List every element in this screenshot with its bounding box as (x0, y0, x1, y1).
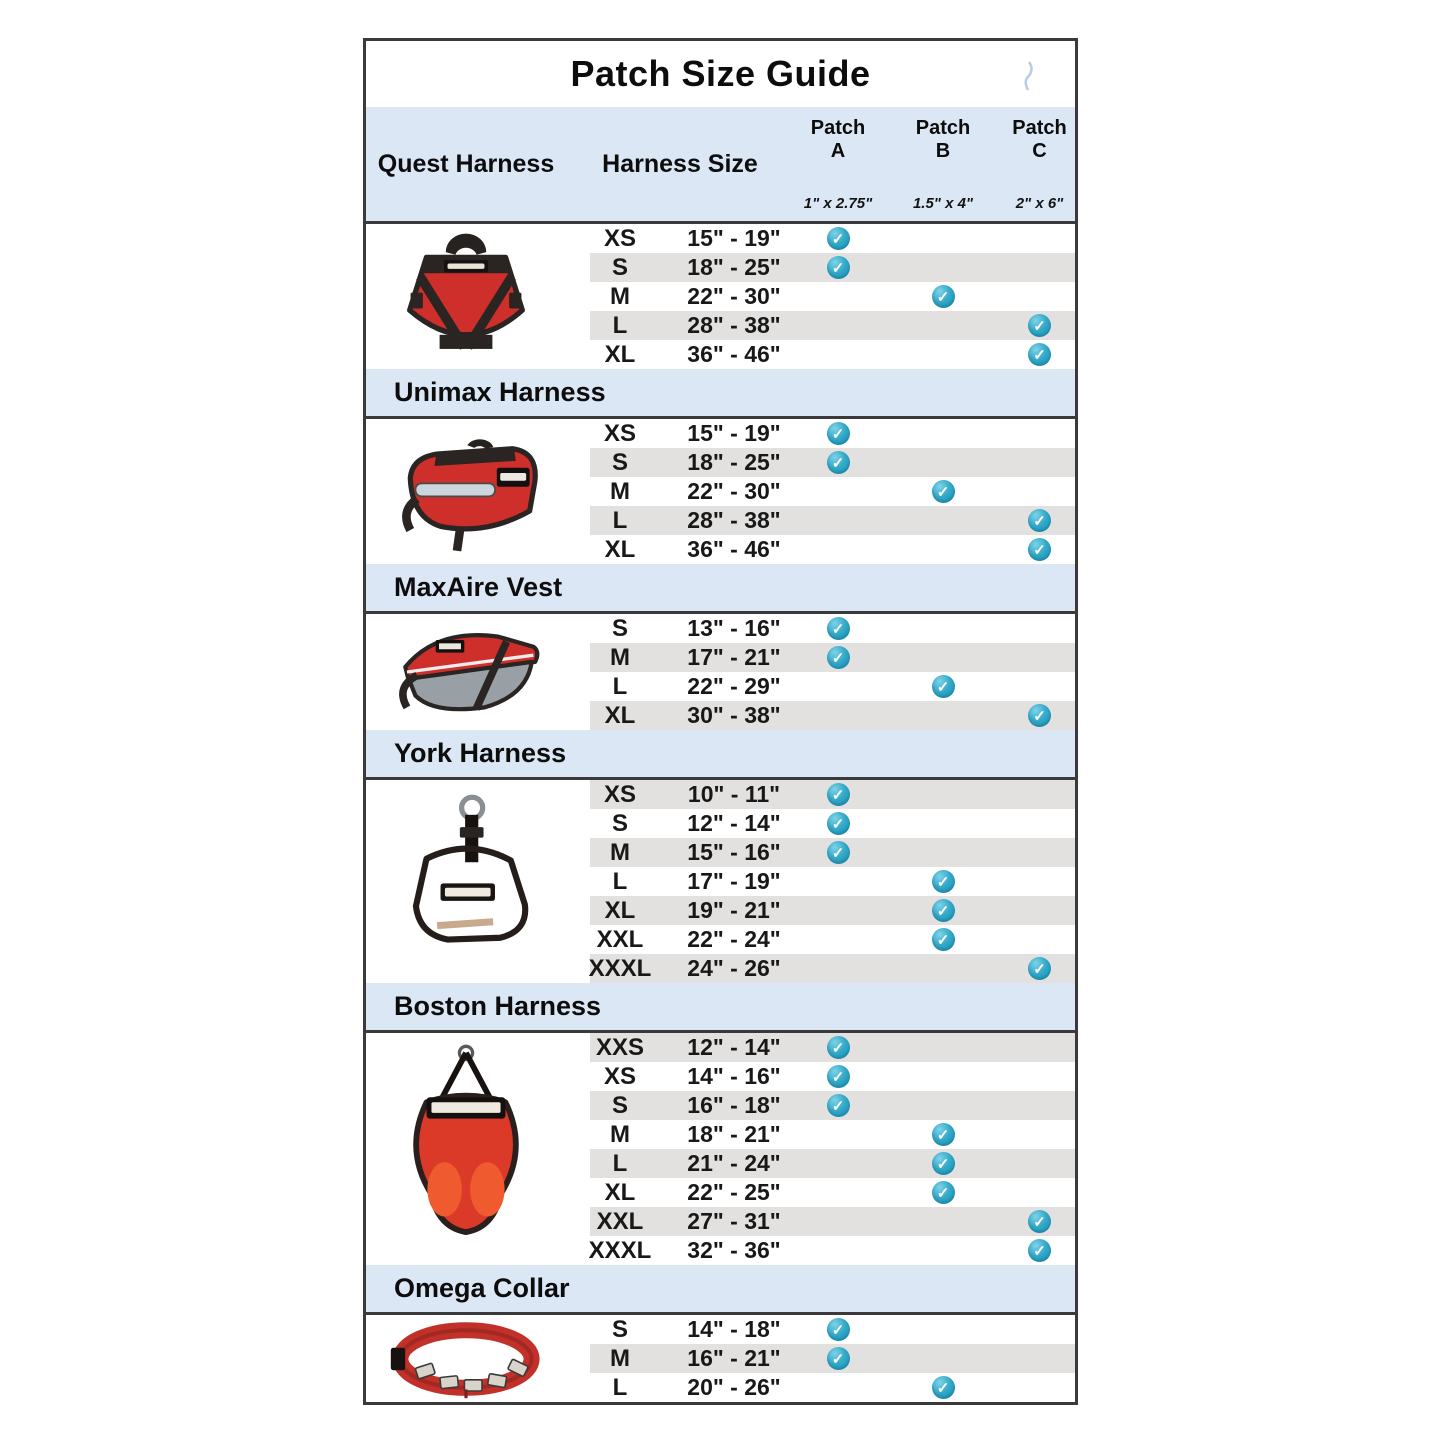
size-range: 14" - 18" (687, 1316, 781, 1342)
patch-c-dimensions: 2" x 6" (1015, 195, 1064, 212)
patch-a-cell (794, 643, 882, 672)
check-icon: ✓ (827, 812, 850, 835)
patch-a-cell (794, 311, 882, 340)
patch-a-cell (794, 253, 882, 282)
size-label: M (610, 838, 630, 866)
size-label: XXL (596, 925, 644, 953)
patch-c-letter: C (1032, 140, 1047, 162)
check-icon: ✓ (932, 285, 955, 308)
size-range: 17" - 19" (687, 868, 781, 894)
patch-b-cell (882, 1207, 1004, 1236)
size-range: 16" - 18" (687, 1092, 781, 1118)
size-label: M (610, 282, 630, 310)
section-title-york-harness (366, 730, 1075, 780)
column-header-row (366, 107, 1075, 224)
patch-a-cell (794, 867, 882, 896)
size-range: 18" - 25" (687, 254, 781, 280)
section-unimax-harness (366, 419, 1075, 564)
patch-b-cell (882, 448, 1004, 477)
patch-a-cell (794, 340, 882, 369)
patch-b-cell (882, 253, 1004, 282)
size-label: XXXL (588, 954, 652, 982)
check-icon: ✓ (827, 422, 850, 445)
patch-c-cell (1004, 867, 1075, 896)
product-image-holder (366, 419, 566, 564)
patch-c-cell (1004, 1120, 1075, 1149)
check-icon: ✓ (932, 480, 955, 503)
patch-c-cell (1004, 1344, 1075, 1373)
size-label: S (611, 614, 628, 642)
check-icon: ✓ (932, 928, 955, 951)
patch-c-cell (1004, 1207, 1075, 1236)
size-label: M (610, 1344, 630, 1372)
patch-b-letter: B (935, 140, 951, 162)
section-title-label: Omega Collar (394, 1273, 570, 1303)
check-icon: ✓ (932, 1376, 955, 1399)
size-range: 15" - 19" (687, 420, 781, 446)
check-icon: ✓ (1028, 538, 1051, 561)
patch-a-cell (794, 477, 882, 506)
patch-c-cell (1004, 419, 1075, 448)
section-title-label: Boston Harness (394, 991, 602, 1021)
check-icon: ✓ (827, 841, 850, 864)
patch-a-cell (794, 780, 882, 809)
size-label: L (612, 672, 628, 700)
patch-a-cell (794, 954, 882, 983)
size-range: 14" - 16" (687, 1063, 781, 1089)
patch-b-cell (882, 1344, 1004, 1373)
patch-a-cell (794, 925, 882, 954)
check-icon: ✓ (827, 256, 850, 279)
check-icon: ✓ (827, 1036, 850, 1059)
size-label: XL (604, 1178, 636, 1206)
patch-c-cell (1004, 224, 1075, 253)
size-range: 10" - 11" (687, 781, 781, 807)
patch-b-cell (882, 867, 1004, 896)
patch-b-cell (882, 1120, 1004, 1149)
patch-a-name: Patch (810, 117, 866, 139)
size-label: XXL (596, 1207, 644, 1235)
check-icon: ✓ (1028, 704, 1051, 727)
check-icon: ✓ (827, 1065, 850, 1088)
check-icon: ✓ (1028, 1210, 1051, 1233)
unimax-harness-image (384, 428, 549, 556)
check-icon: ✓ (827, 646, 850, 669)
product-image-holder (366, 780, 566, 983)
size-label: M (610, 643, 630, 671)
patch-b-cell (882, 672, 1004, 701)
section-title-unimax-harness (366, 369, 1075, 419)
patch-b-cell (882, 614, 1004, 643)
patch-b-cell (882, 643, 1004, 672)
size-range: 17" - 21" (687, 644, 781, 670)
size-label: L (612, 1149, 628, 1177)
boston-harness-image (392, 1042, 540, 1257)
check-icon: ✓ (1028, 1239, 1051, 1262)
patch-c-cell (1004, 701, 1075, 730)
york-harness-image (391, 792, 541, 972)
size-label: S (611, 1091, 628, 1119)
patch-a-cell (794, 1091, 882, 1120)
patch-c-cell (1004, 282, 1075, 311)
size-label: XS (603, 1062, 636, 1090)
size-label: S (611, 1315, 628, 1343)
quest-harness-image (391, 231, 541, 363)
patch-a-cell (794, 896, 882, 925)
patch-size-guide-table (363, 38, 1078, 1405)
product-image-holder (366, 1315, 566, 1402)
product-image-holder (366, 224, 566, 369)
patch-a-cell (794, 614, 882, 643)
patch-b-cell (882, 1315, 1004, 1344)
size-range: 28" - 38" (687, 507, 781, 533)
size-range: 30" - 38" (687, 702, 781, 728)
size-range: 22" - 30" (687, 283, 781, 309)
patch-a-cell (794, 282, 882, 311)
size-label: XL (604, 701, 636, 729)
patch-b-cell (882, 224, 1004, 253)
patch-c-cell (1004, 506, 1075, 535)
patch-c-cell (1004, 925, 1075, 954)
table-sections (366, 224, 1075, 1402)
section-boston-harness (366, 1033, 1075, 1265)
title-row (366, 41, 1075, 107)
maxaire-vest-image (381, 613, 551, 731)
patch-a-cell (794, 224, 882, 253)
patch-b-cell (882, 1373, 1004, 1402)
patch-c-cell (1004, 838, 1075, 867)
size-label: XL (604, 535, 636, 563)
check-icon: ✓ (827, 1318, 850, 1341)
patch-b-cell (882, 419, 1004, 448)
patch-a-cell (794, 838, 882, 867)
patch-b-cell (882, 701, 1004, 730)
size-label: L (612, 311, 628, 339)
column-header-patch-b (882, 107, 1004, 221)
patch-b-cell (882, 1033, 1004, 1062)
size-label: S (611, 253, 628, 281)
size-label: XXXL (588, 1236, 652, 1264)
size-label: XS (603, 224, 636, 252)
patch-a-cell (794, 1178, 882, 1207)
size-label: L (612, 1373, 628, 1401)
patch-b-cell (882, 780, 1004, 809)
size-range: 16" - 21" (687, 1345, 781, 1371)
section-title-maxaire-vest (366, 564, 1075, 614)
patch-a-cell (794, 1344, 882, 1373)
patch-a-cell (794, 1207, 882, 1236)
size-label: XXS (595, 1033, 645, 1061)
check-icon: ✓ (827, 783, 850, 806)
size-label: XS (603, 419, 636, 447)
size-label: M (610, 1120, 630, 1148)
check-icon: ✓ (932, 675, 955, 698)
patch-c-cell (1004, 780, 1075, 809)
corner-smudge-mark (1019, 59, 1037, 93)
patch-a-letter: A (830, 140, 846, 162)
patch-c-cell (1004, 477, 1075, 506)
patch-b-cell (882, 1178, 1004, 1207)
size-range: 20" - 26" (687, 1374, 781, 1400)
product-image-holder (366, 614, 566, 730)
patch-b-cell (882, 925, 1004, 954)
section-title-label: MaxAire Vest (394, 572, 563, 602)
size-label: L (612, 867, 628, 895)
size-range: 18" - 25" (687, 449, 781, 475)
patch-b-cell (882, 896, 1004, 925)
patch-b-cell (882, 311, 1004, 340)
size-range: 22" - 30" (687, 478, 781, 504)
patch-a-cell (794, 1062, 882, 1091)
check-icon: ✓ (827, 1347, 850, 1370)
section-title-label: York Harness (394, 738, 567, 768)
size-range: 15" - 16" (687, 839, 781, 865)
check-icon: ✓ (1028, 957, 1051, 980)
patch-a-cell (794, 419, 882, 448)
patch-c-cell (1004, 340, 1075, 369)
size-label: S (611, 448, 628, 476)
column-header-patch-c (1004, 107, 1075, 221)
patch-a-cell (794, 1373, 882, 1402)
patch-c-cell (1004, 448, 1075, 477)
patch-c-cell (1004, 1315, 1075, 1344)
size-label: XS (603, 780, 636, 808)
size-range: 12" - 14" (687, 810, 781, 836)
patch-a-cell (794, 1149, 882, 1178)
size-label: S (611, 809, 628, 837)
patch-b-cell (882, 535, 1004, 564)
check-icon: ✓ (827, 227, 850, 250)
patch-b-cell (882, 1236, 1004, 1265)
check-icon: ✓ (827, 451, 850, 474)
patch-a-dimensions: 1" x 2.75" (803, 195, 873, 212)
patch-c-cell (1004, 896, 1075, 925)
check-icon: ✓ (932, 1181, 955, 1204)
patch-a-cell (794, 701, 882, 730)
patch-c-cell (1004, 1062, 1075, 1091)
patch-c-cell (1004, 1236, 1075, 1265)
patch-c-cell (1004, 672, 1075, 701)
section-title-label: Unimax Harness (394, 377, 606, 407)
patch-a-cell (794, 672, 882, 701)
patch-c-cell (1004, 1149, 1075, 1178)
check-icon: ✓ (932, 1123, 955, 1146)
check-icon: ✓ (827, 1094, 850, 1117)
check-icon: ✓ (827, 617, 850, 640)
check-icon: ✓ (1028, 509, 1051, 532)
patch-b-cell (882, 1149, 1004, 1178)
section-york-harness (366, 780, 1075, 983)
patch-c-name: Patch (1012, 117, 1067, 139)
patch-c-cell (1004, 253, 1075, 282)
size-label: XL (604, 340, 636, 368)
check-icon: ✓ (932, 1152, 955, 1175)
patch-b-dimensions: 1.5" x 4" (912, 195, 974, 212)
patch-a-cell (794, 1033, 882, 1062)
patch-c-cell (1004, 535, 1075, 564)
patch-b-cell (882, 1091, 1004, 1120)
size-range: 12" - 14" (687, 1034, 781, 1060)
column-header-patch-a (794, 107, 882, 221)
size-range: 32" - 36" (687, 1237, 781, 1263)
size-range: 27" - 31" (687, 1208, 781, 1234)
check-icon: ✓ (932, 870, 955, 893)
patch-a-cell (794, 448, 882, 477)
size-range: 22" - 25" (687, 1179, 781, 1205)
size-label: M (610, 477, 630, 505)
column-header-size: Harness Size (602, 149, 758, 178)
page-title: Patch Size Guide (570, 53, 871, 94)
patch-c-cell (1004, 809, 1075, 838)
size-range: 13" - 16" (687, 615, 781, 641)
patch-c-cell (1004, 311, 1075, 340)
size-range: 28" - 38" (687, 312, 781, 338)
patch-b-name: Patch (915, 117, 971, 139)
check-icon: ✓ (932, 899, 955, 922)
patch-c-cell (1004, 1178, 1075, 1207)
size-range: 24" - 26" (687, 955, 781, 981)
section-title-boston-harness (366, 983, 1075, 1033)
patch-b-cell (882, 1062, 1004, 1091)
patch-c-cell (1004, 1033, 1075, 1062)
patch-b-cell (882, 506, 1004, 535)
patch-b-cell (882, 282, 1004, 311)
size-range: 36" - 46" (687, 536, 781, 562)
check-icon: ✓ (1028, 314, 1051, 337)
size-range: 18" - 21" (687, 1121, 781, 1147)
omega-collar-image (386, 1319, 546, 1399)
size-range: 22" - 24" (687, 926, 781, 952)
size-range: 21" - 24" (687, 1150, 781, 1176)
patch-a-cell (794, 1236, 882, 1265)
patch-c-cell (1004, 1373, 1075, 1402)
patch-b-cell (882, 838, 1004, 867)
patch-a-cell (794, 535, 882, 564)
size-range: 36" - 46" (687, 341, 781, 367)
size-label: L (612, 506, 628, 534)
product-image-holder (366, 1033, 566, 1265)
patch-c-cell (1004, 614, 1075, 643)
patch-a-cell (794, 809, 882, 838)
patch-a-cell (794, 506, 882, 535)
column-header-product: Quest Harness (377, 149, 555, 178)
size-range: 15" - 19" (687, 225, 781, 251)
patch-c-cell (1004, 954, 1075, 983)
patch-b-cell (882, 954, 1004, 983)
patch-b-cell (882, 340, 1004, 369)
check-icon: ✓ (1028, 343, 1051, 366)
section-quest-harness (366, 224, 1075, 369)
size-label: XL (604, 896, 636, 924)
size-range: 19" - 21" (687, 897, 781, 923)
section-title-omega-collar (366, 1265, 1075, 1315)
section-omega-collar (366, 1315, 1075, 1402)
patch-a-cell (794, 1315, 882, 1344)
patch-c-cell (1004, 1091, 1075, 1120)
patch-b-cell (882, 809, 1004, 838)
section-maxaire-vest (366, 614, 1075, 730)
patch-b-cell (882, 477, 1004, 506)
patch-c-cell (1004, 643, 1075, 672)
patch-a-cell (794, 1120, 882, 1149)
size-range: 22" - 29" (687, 673, 781, 699)
